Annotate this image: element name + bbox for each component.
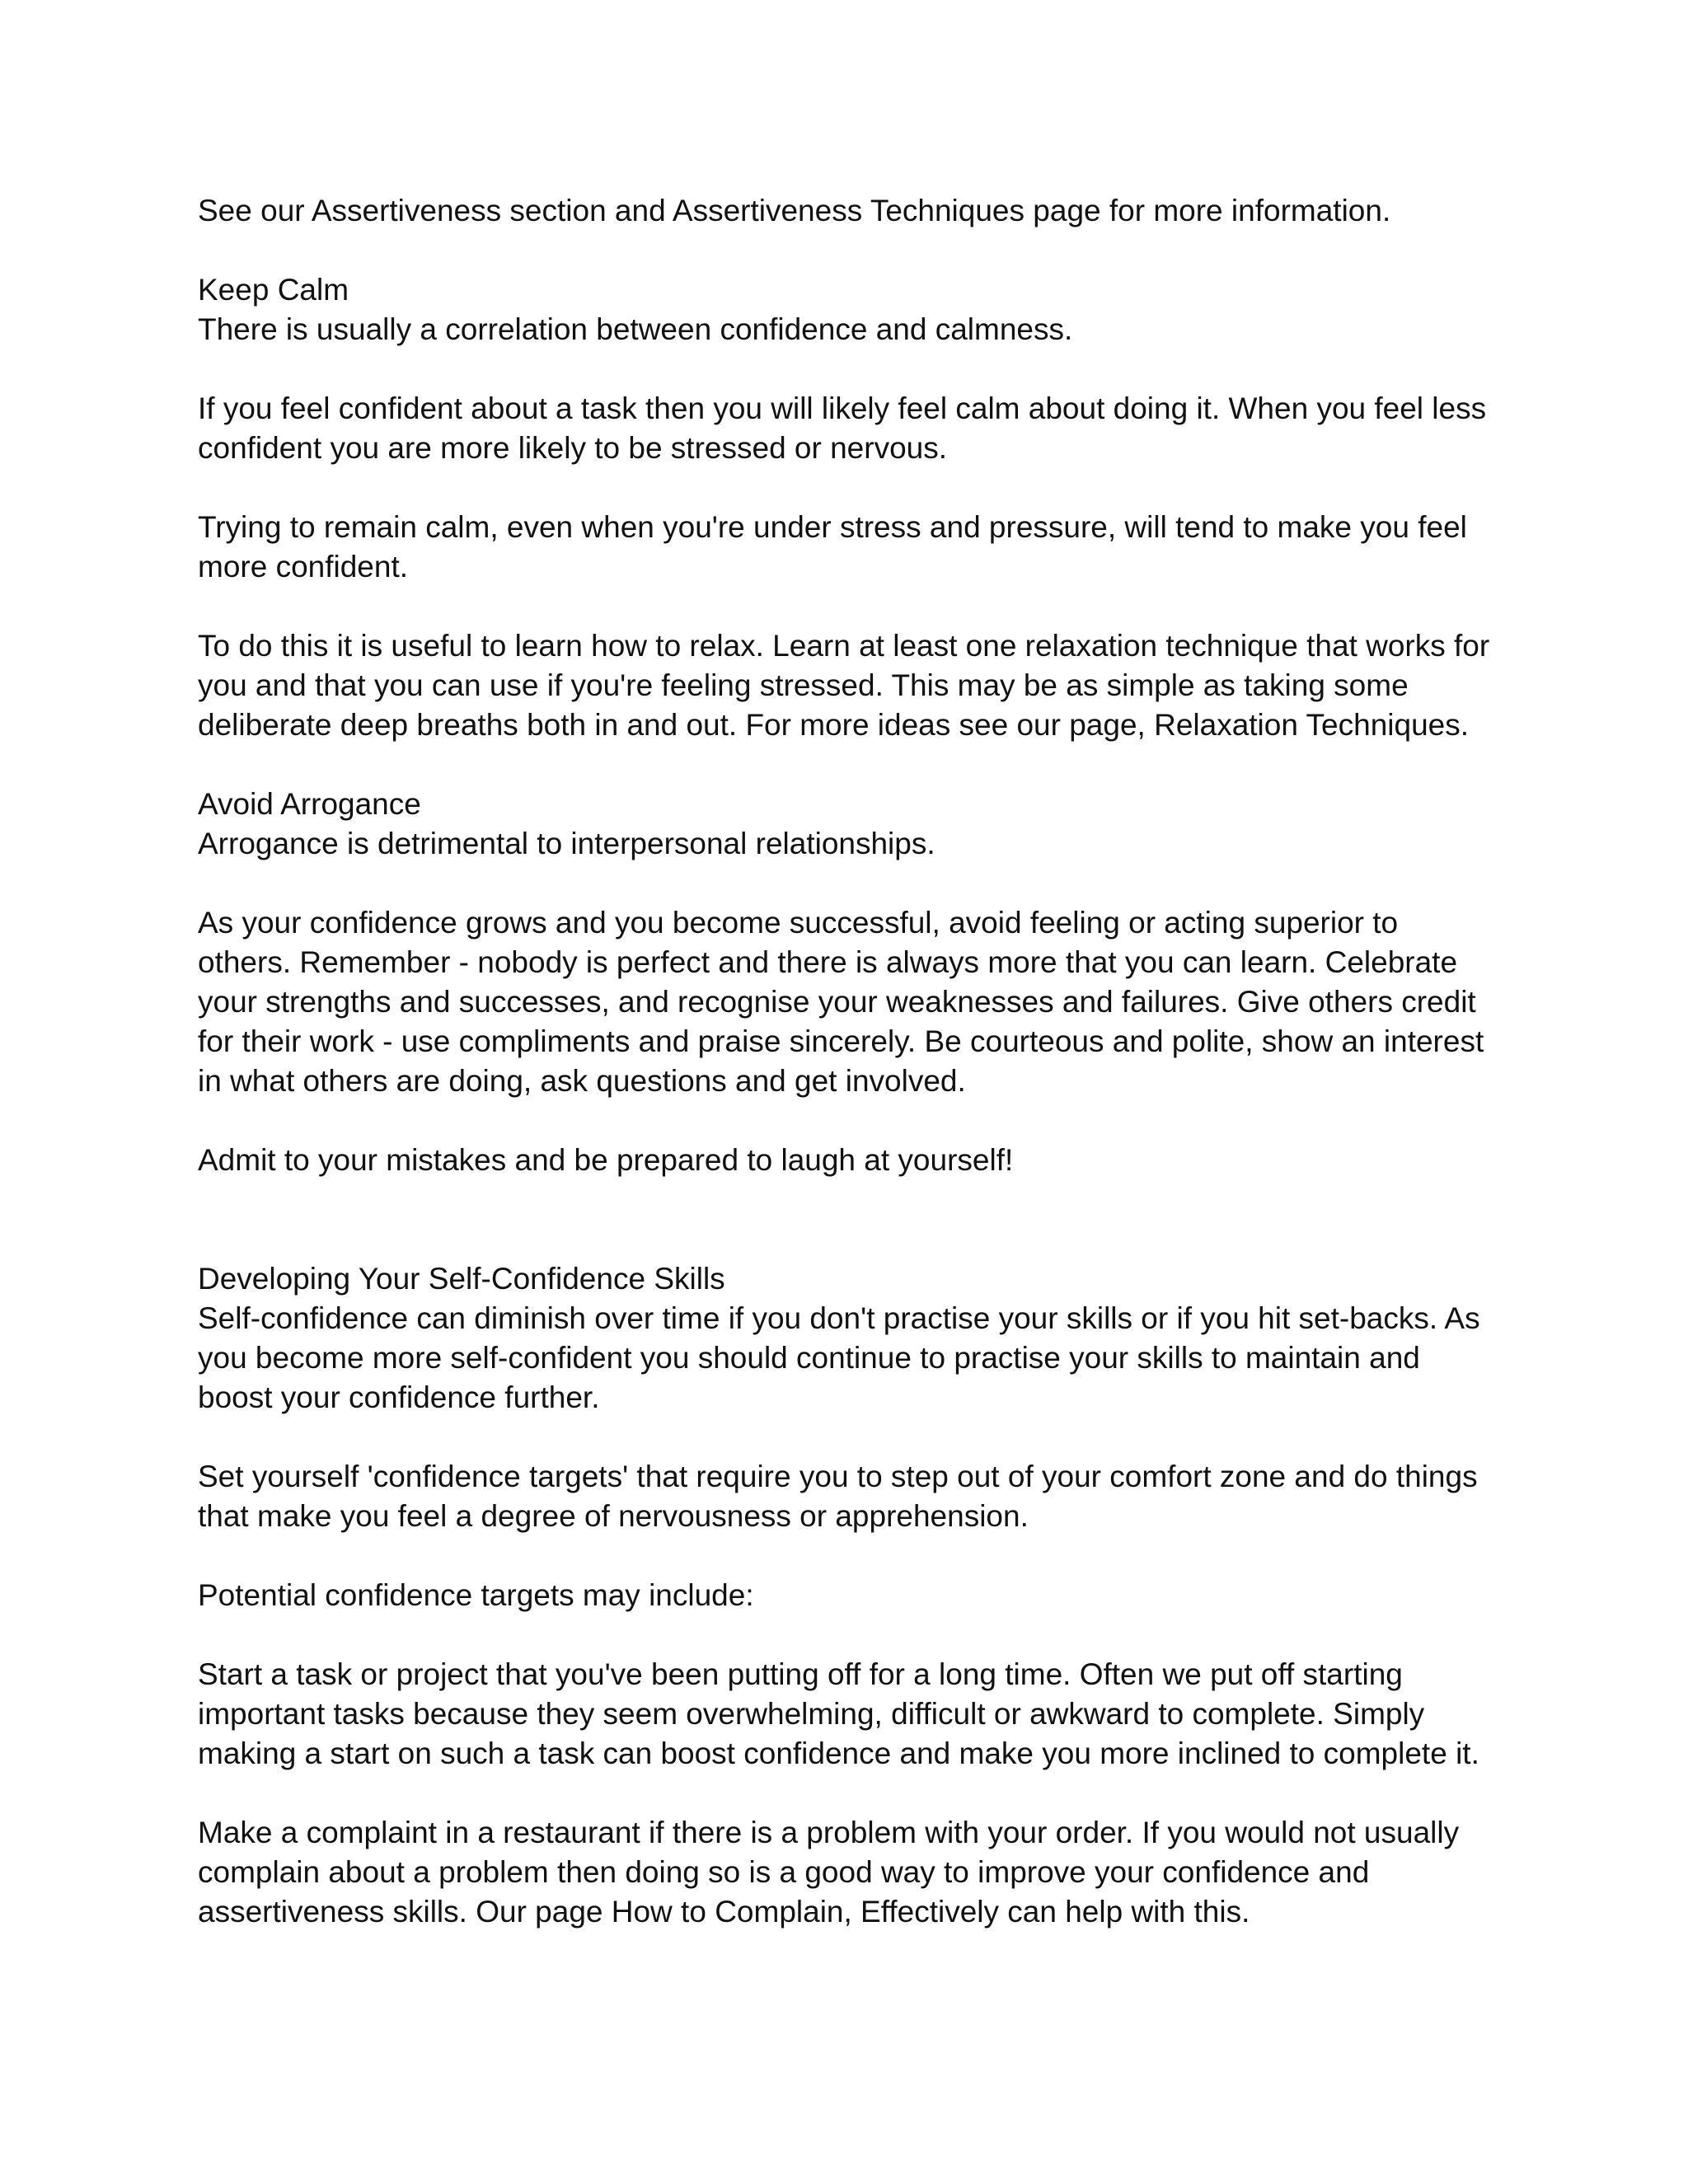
keep-calm-heading: Keep Calm — [198, 273, 349, 307]
avoid-arrogance-heading: Avoid Arrogance — [198, 787, 421, 821]
developing-skills-paragraph-1: Self-confidence can diminish over time if you don't practise your skills or if you hit set-backs. As you become more self-confident you should continue to practise your skills to maintain and boost your confidence further. — [198, 1301, 1480, 1414]
keep-calm-paragraph-1: There is usually a correlation between confidence and calmness. — [198, 312, 1073, 346]
intro-paragraph: See our Assertiveness section and Assertiveness Techniques page for more information. — [198, 194, 1391, 227]
developing-skills-paragraph-2: Set yourself 'confidence targets' that require you to step out of your comfort zone and do things that make you feel a degree of nervousness or apprehension. — [198, 1460, 1478, 1533]
developing-skills-paragraph-5: Make a complaint in a restaurant if there is a problem with your order. If you would not usually complain about a problem then doing so is a good way to improve your confidence and assertiveness skills. Our page How to Complain, Effectively can help with this. — [198, 1816, 1460, 1929]
developing-skills-paragraph-3: Potential confidence targets may include: — [198, 1578, 754, 1612]
keep-calm-paragraph-4: To do this it is useful to learn how to relax. Learn at least one relaxation technique that works for you and that you can use if you're feeling stressed. This may be as simple as taking some deliberate deep breaths both in and out. For more ideas see our page, Relaxation Techniques. — [198, 629, 1490, 742]
developing-skills-heading: Developing Your Self-Confidence Skills — [198, 1262, 725, 1296]
avoid-arrogance-paragraph-1: Arrogance is detrimental to interpersonal relationships. — [198, 827, 935, 860]
avoid-arrogance-paragraph-2: As your confidence grows and you become successful, avoid feeling or acting superior to others. Remember - nobody is perfect and there is always more that you can learn. Celebrate your strengths and successes, and recognise your weaknesses and failures. Give others credit for their work - use compliments and praise sincerely. Be courteous and polite, show an interest in what others are doing, ask questions and get involved. — [198, 906, 1484, 1098]
keep-calm-paragraph-2: If you feel confident about a task then you will likely feel calm about doing it. When you feel less confident you are more likely to be stressed or nervous. — [198, 391, 1487, 465]
keep-calm-paragraph-3: Trying to remain calm, even when you're under stress and pressure, will tend to make you feel more confident. — [198, 510, 1467, 583]
avoid-arrogance-paragraph-3: Admit to your mistakes and be prepared to laugh at yourself! — [198, 1143, 1014, 1177]
developing-skills-paragraph-4: Start a task or project that you've been putting off for a long time. Often we put off starting important tasks because they seem overwhelming, difficult or awkward to complete. Simply making a start on such a task can boost confidence and make you more inclined to complete it. — [198, 1657, 1479, 1770]
document-content — [198, 191, 1517, 1932]
